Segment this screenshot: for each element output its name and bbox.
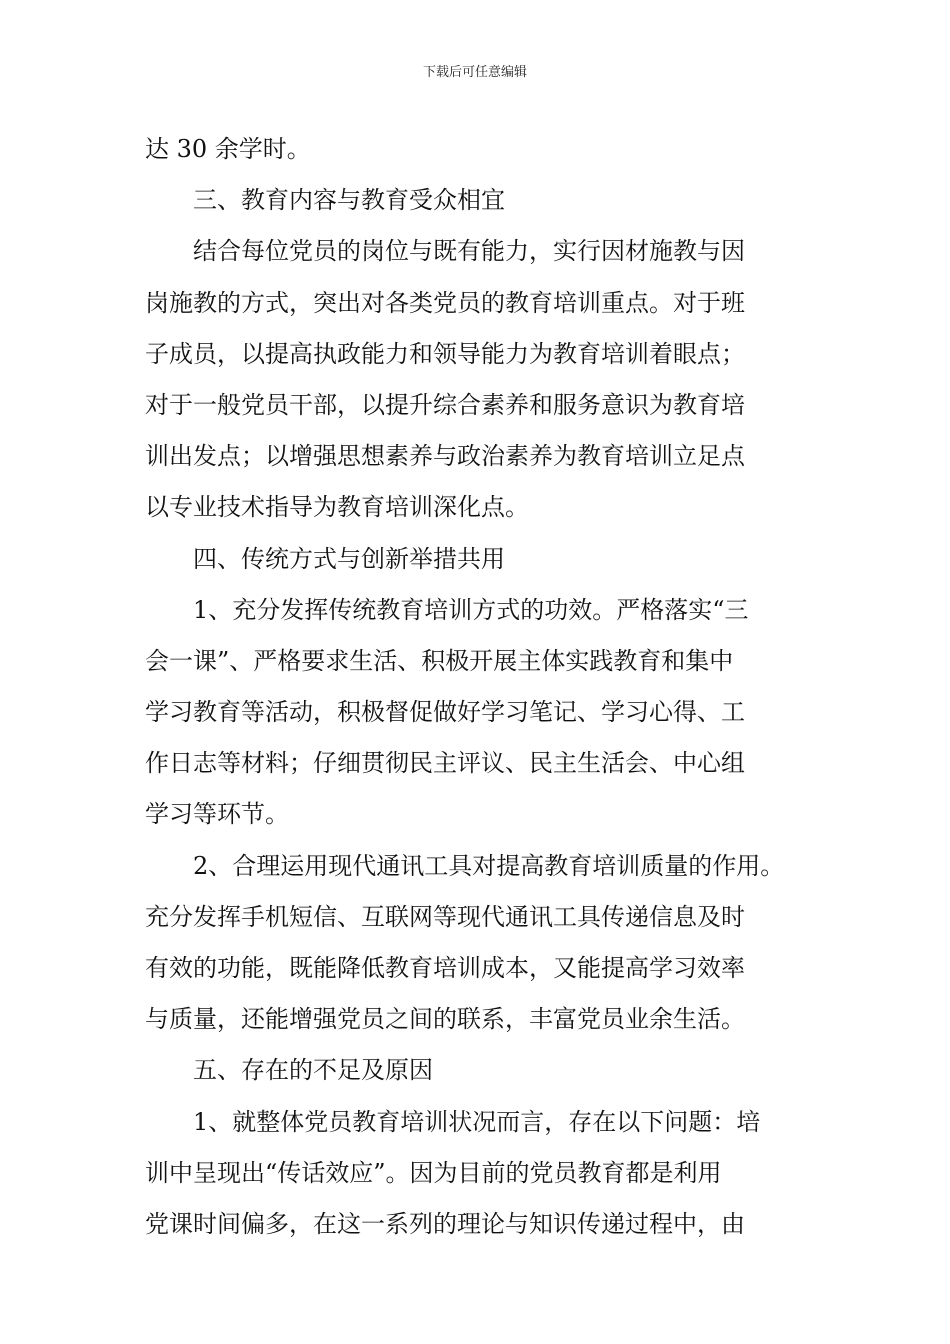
text-line: 子成员，以提高执政能力和领导能力为教育培训着眼点； <box>145 339 745 368</box>
text-line: 作日志等材料；仔细贯彻民主评议、民主生活会、中心组 <box>145 749 745 778</box>
text-line: 党课时间偏多，在这一系列的理论与知识传递过程中，由 <box>145 1209 745 1238</box>
text-line: 达 30 余学时。 <box>145 135 311 163</box>
page-header: 下载后可任意编辑 <box>422 65 527 80</box>
text-line: 与质量，还能增强党员之间的联系，丰富党员业余生活。 <box>145 1005 745 1034</box>
text-line: 会一课”、严格要求生活、积极开展主体实践教育和集中 <box>145 646 734 675</box>
text-line: 岗施教的方式，突出对各类党员的教育培训重点。对于班 <box>145 288 745 317</box>
text-line: 四、传统方式与创新举措共用 <box>193 544 505 573</box>
document-body <box>145 124 810 1250</box>
text-line: 有效的功能，既能降低教育培训成本，又能提高学习效率 <box>145 954 745 982</box>
text-line: 1、就整体党员教育培训状况而言，存在以下问题：培 <box>193 1107 761 1136</box>
text-line: 训中呈现出“传话效应”。因为目前的党员教育都是利用 <box>145 1158 722 1187</box>
text-line: 学习等环节。 <box>145 800 289 829</box>
text-line: 以专业技术指导为教育培训深化点。 <box>145 493 529 522</box>
text-line: 1、充分发挥传统教育培训方式的功效。严格落实“三 <box>193 595 749 624</box>
text-line: 五、存在的不足及原因 <box>193 1056 433 1085</box>
text-line: 三、教育内容与教育受众相宜 <box>193 186 505 215</box>
text-line: 结合每位党员的岗位与既有能力，实行因材施教与因 <box>193 237 745 266</box>
text-line: 充分发挥手机短信、互联网等现代通讯工具传递信息及时 <box>145 902 745 931</box>
text-line: 对于一般党员干部，以提升综合素养和服务意识为教育培 <box>145 390 745 419</box>
text-line: 学习教育等活动，积极督促做好学习笔记、学习心得、工 <box>145 698 745 727</box>
text-line: 2、合理运用现代通讯工具对提高教育培训质量的作用。 <box>193 851 785 880</box>
text-line: 训出发点；以增强思想素养与政治素养为教育培训立足点 <box>145 442 745 471</box>
